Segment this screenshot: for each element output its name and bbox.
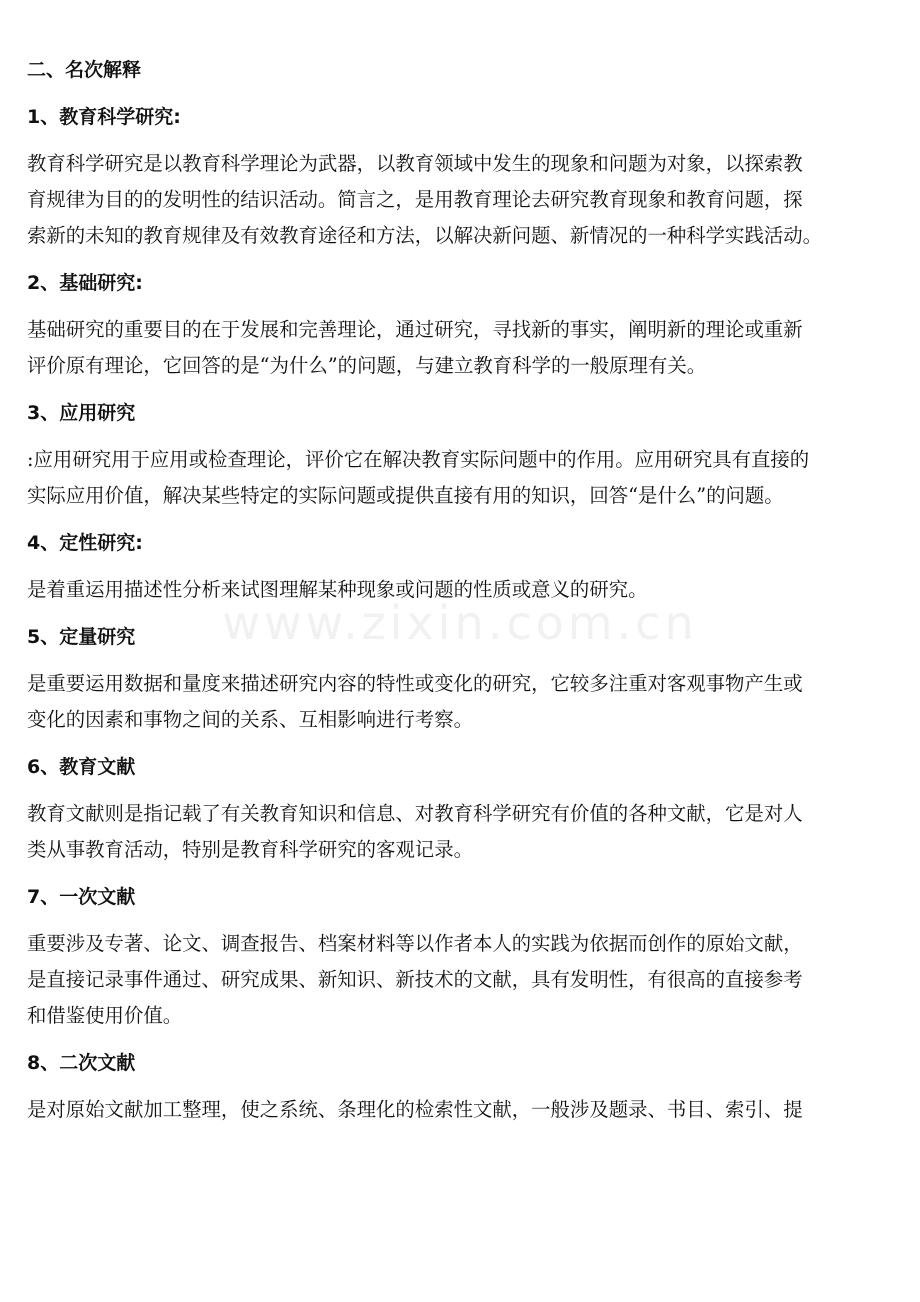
term-7	[27, 879, 895, 1045]
text-line: 基础研究的重要目的在于发展和完善理论，通过研究，寻找新的事实，阐明新的理论或重新	[27, 318, 803, 341]
text-line: 是重要运用数据和量度来描述研究内容的特性或变化的研究，它较多注重对客观事物产生或	[27, 672, 803, 695]
term-2	[27, 265, 895, 395]
term-5	[27, 619, 895, 749]
term-definition	[27, 1092, 895, 1128]
term-definition	[27, 572, 895, 608]
term-heading: 2、基础研究:	[27, 272, 143, 294]
watermark: www.zixin.com.cn	[222, 596, 698, 650]
text-line: 实际应用价值，解决某些特定的实际问题或提供直接有用的知识，回答“是什么”的问题。	[27, 484, 784, 507]
text-line: 和借鉴使用价值。	[27, 1004, 183, 1027]
text-line: :应用研究用于应用或检查理论，评价它在解决教育实际问题中的作用。应用研究具有直接的	[27, 448, 810, 471]
term-definition	[27, 312, 895, 384]
term-heading: 5、定量研究	[27, 626, 136, 648]
term-heading: 1、教育科学研究:	[27, 106, 181, 128]
term-heading: 6、教育文献	[27, 756, 136, 778]
term-heading: 8、二次文献	[27, 1052, 136, 1074]
term-definition	[27, 926, 895, 1034]
text-line: 育规律为目的的发明性的结识活动。简言之，是用教育理论去研究教育现象和教育问题，探	[27, 188, 803, 211]
term-4	[27, 525, 895, 619]
document-content	[27, 52, 895, 1128]
term-definition	[27, 442, 895, 514]
term-heading: 3、应用研究	[27, 402, 136, 424]
text-line: 教育文献则是指记载了有关教育知识和信息、对教育科学研究有价值的各种文献，它是对人	[27, 802, 803, 825]
text-line: 变化的因素和事物之间的关系、互相影响进行考察。	[27, 708, 473, 731]
term-6	[27, 749, 895, 879]
text-line: 教育科学研究是以教育科学理论为武器，以教育领域中发生的现象和问题为对象，以探索教	[27, 152, 803, 175]
text-line: 是直接记录事件通过、研究成果、新知识、新技术的文献，具有发明性，有很高的直接参考	[27, 968, 803, 991]
text-line: 是对原始文献加工整理，使之系统、条理化的检索性文献，一般涉及题录、书目、索引、提	[27, 1098, 803, 1121]
term-3	[27, 395, 895, 525]
text-line: 重要涉及专著、论文、调查报告、档案材料等以作者本人的实践为依据而创作的原始文献，	[27, 932, 803, 955]
text-line: 索新的未知的教育规律及有效教育途径和方法，以解决新问题、新情况的一种科学实践活动。	[27, 224, 823, 247]
term-definition	[27, 146, 895, 254]
term-definition	[27, 666, 895, 738]
text-line: 评价原有理论，它回答的是“为什么”的问题，与建立教育科学的一般原理有关。	[27, 354, 707, 377]
text-line: 是着重运用描述性分析来试图理解某种现象或问题的性质或意义的研究。	[27, 578, 648, 601]
term-heading: 7、一次文献	[27, 886, 136, 908]
section-title: 二、名次解释	[27, 59, 142, 81]
term-definition	[27, 796, 895, 868]
term-1	[27, 99, 895, 265]
text-line: 类从事教育活动，特别是教育科学研究的客观记录。	[27, 838, 473, 861]
term-heading: 4、定性研究:	[27, 532, 143, 554]
term-8	[27, 1045, 895, 1128]
